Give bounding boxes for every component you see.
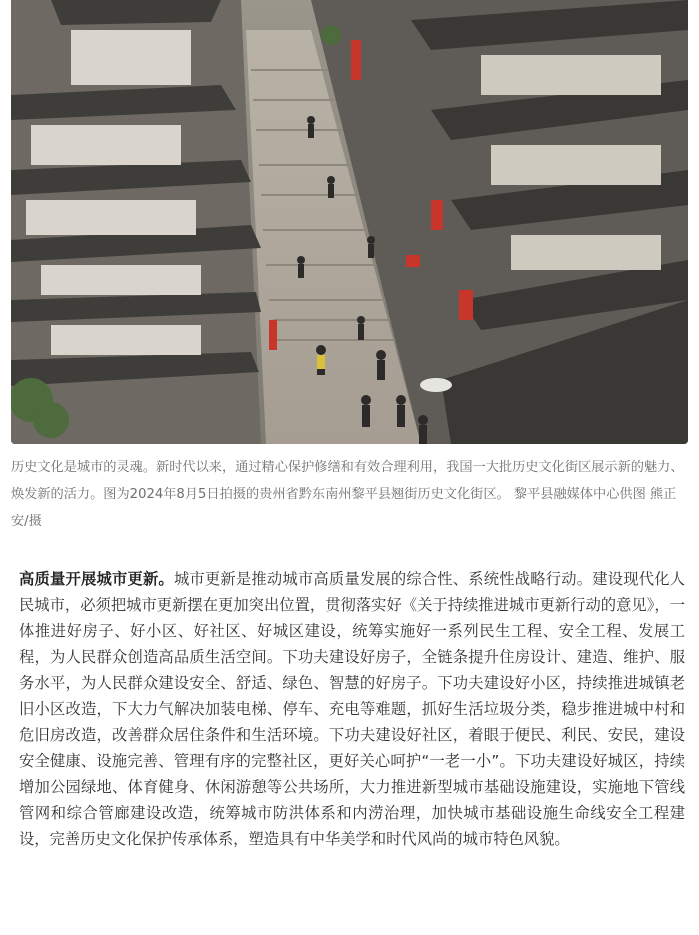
photo-caption: 历史文化是城市的灵魂。新时代以来，通过精心保护修缮和有效合理利用，我国一大批历史文化街区展示新的魅力、焕发新的活力。图为2024年8月5日拍摄的贵州省黔东南州黎平县翘街历史文化街区。 黎平县融媒体中心供图 熊正安/摄 [11, 460, 684, 529]
article-lead: 高质量开展城市更新。 [19, 570, 174, 588]
street-photo-illustration [11, 0, 688, 444]
street-photo [11, 0, 688, 444]
article-body: 城市更新是推动城市高质量发展的综合性、系统性战略行动。建设现代化人民城市，必须把城市更新摆在更加突出位置，贯彻落实好《关于持续推进城市更新行动的意见》，一体推进好房子、好小区、好社区、好城区建设，统筹实施好一系列民生工程、安全工程、发展工程，为人民群众创造高品质生活空间。下功夫建设好房子，全链条提升住房设计、建造、维护、服务水平，为人民群众建设安全、舒适、绿色、智慧的好房子。下功夫建设好小区，持续推进城镇老旧小区改造，下大力气解决加装电梯、停车、充电等难题，抓好生活垃圾分类，稳步推进城中村和危旧房改造，改善群众居住条件和生活环境。下功夫建设好社区，着眼于便民、利民、安民，建设安全健康、设施完善、管理有序的完整社区，更好关心呵护“一老一小”。下功夫建设好城区，持续增加公园绿地、体育健身、休闲游憩等公共场所，大力推进新型城市基础设施建设，实施地下管线管网和综合管廊建设改造，统筹城市防洪体系和内涝治理，加快城市基础设施生命线安全工程建设，完善历史文化保护传承体系，塑造具有中华美学和时代风尚的城市特色风貌。 [19, 570, 685, 848]
article-paragraph [19, 566, 685, 852]
